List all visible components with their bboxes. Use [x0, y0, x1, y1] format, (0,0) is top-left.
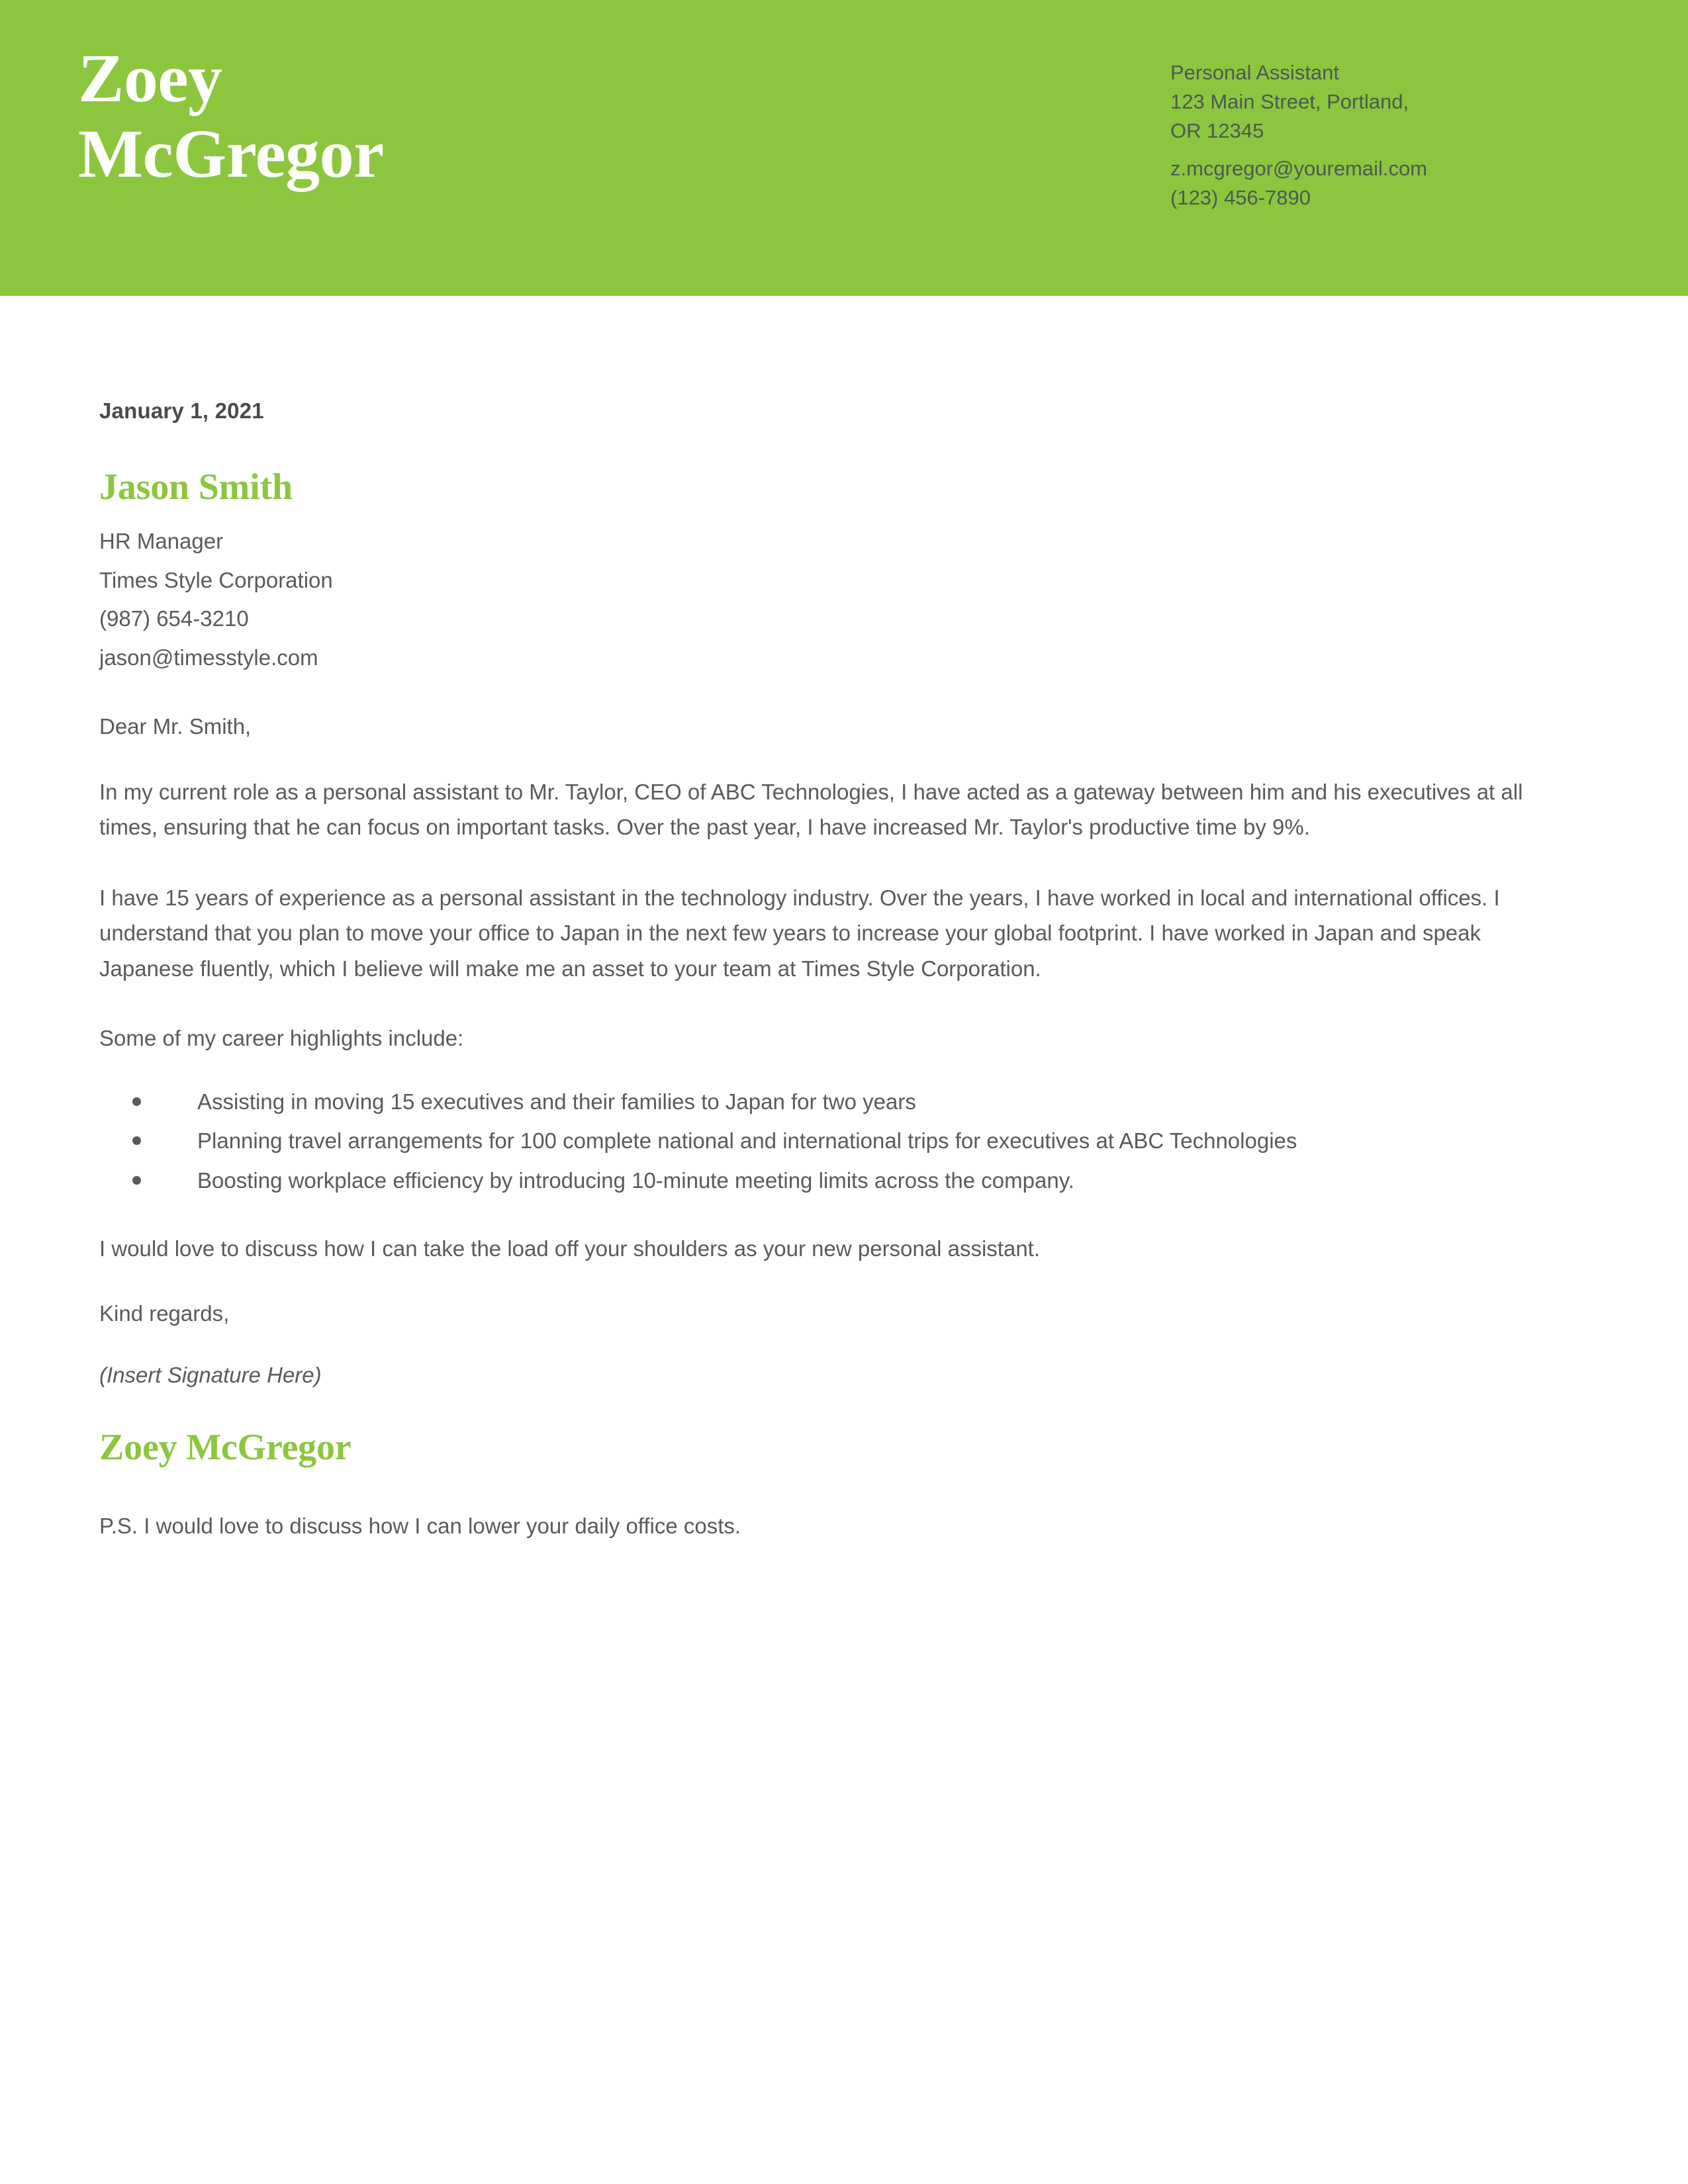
recipient-phone: (987) 654-3210: [99, 606, 249, 631]
applicant-contact-block: [1170, 58, 1634, 212]
applicant-last-name: McGregor: [78, 116, 384, 193]
letter-salutation: Dear Mr. Smith,: [99, 713, 252, 739]
applicant-address-line-2: OR 12345: [1170, 119, 1264, 143]
recipient-details-block: [99, 522, 1589, 678]
applicant-phone[interactable]: (123) 456-7890: [1170, 186, 1311, 210]
career-highlights-list: [99, 1084, 1450, 1198]
letter-body: [0, 398, 1589, 1539]
letter-signoff: Kind regards,: [99, 1301, 230, 1326]
list-item: [99, 1123, 1450, 1158]
signature-placeholder: (Insert Signature Here): [99, 1363, 322, 1388]
letterhead-header: [0, 0, 1688, 296]
applicant-address-line-1: 123 Main Street, Portland,: [1170, 90, 1409, 114]
bullet-dot-icon: [132, 1136, 141, 1145]
recipient-name-heading: Jason Smith: [99, 467, 293, 508]
bullet-dot-icon: [132, 1097, 141, 1106]
highlights-lead-in: Some of my career highlights include:: [99, 1026, 464, 1051]
list-item-label: Assisting in moving 15 executives and their families to Japan for two years: [197, 1089, 916, 1114]
applicant-name-heading: [78, 41, 1005, 193]
applicant-email[interactable]: z.mcgregor@youremail.com: [1170, 157, 1428, 181]
bullet-dot-icon: [132, 1176, 141, 1185]
list-item: [99, 1084, 1450, 1119]
letter-closing-paragraph: I would love to discuss how I can take the load off your shoulders as your new personal assistant.: [99, 1236, 1041, 1261]
signature-name-heading: Zoey McGregor: [99, 1427, 352, 1469]
list-item-label: Boosting workplace efficiency by introducing 10-minute meeting limits across the company.: [197, 1167, 1074, 1193]
letter-postscript: P.S. I would love to discuss how I can lower your daily office costs.: [99, 1514, 741, 1539]
list-item: [99, 1163, 1450, 1198]
recipient-title: HR Manager: [99, 529, 224, 553]
applicant-job-title: Personal Assistant: [1170, 61, 1340, 84]
letter-date: January 1, 2021: [99, 398, 264, 423]
letter-paragraph-1: In my current role as a personal assistant to Mr. Taylor, CEO of ABC Technologies, I have acted as a gateway between him and his executives at all times, ensuring that he can focus on important tasks. Over the past year, I have increased Mr. Taylor's productive time by 9%.: [99, 779, 1523, 840]
applicant-first-name: Zoey: [78, 40, 222, 116]
recipient-company: Times Style Corporation: [99, 567, 333, 592]
recipient-email[interactable]: jason@timesstyle.com: [99, 645, 318, 670]
list-item-label: Planning travel arrangements for 100 complete national and international trips for executives at ABC Technologies: [197, 1128, 1297, 1154]
letter-paragraph-2: I have 15 years of experience as a personal assistant in the technology industry. Over the years, I have worked in local and international offices. I understand that you plan to move your office to Japan in the next few years to increase your global footprint. I have worked in Japan and speak Japanese fluently, which I believe will make me an asset to your team at Times Style Corporation.: [99, 885, 1500, 981]
